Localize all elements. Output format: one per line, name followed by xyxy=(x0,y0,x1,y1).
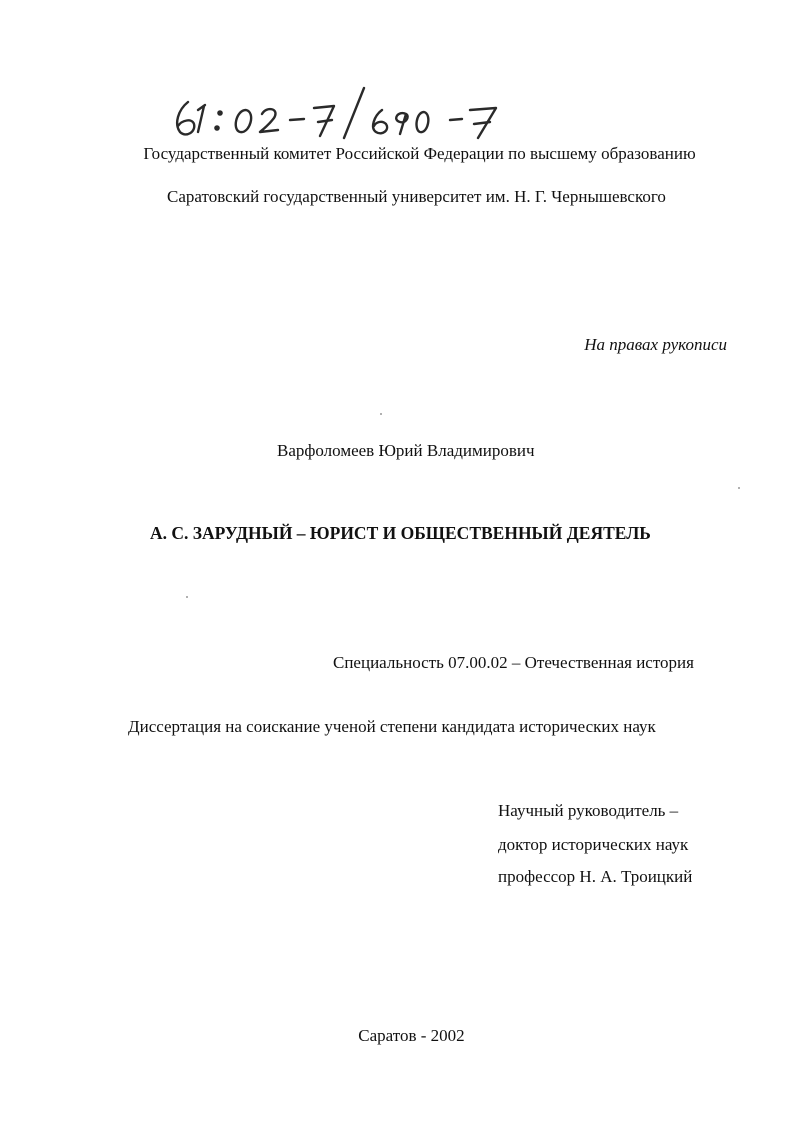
handwritten-catalog-number xyxy=(168,80,548,140)
supervisor-name: профессор Н. А. Троицкий xyxy=(498,867,693,886)
scan-speck xyxy=(738,487,740,489)
scan-speck xyxy=(186,596,188,598)
specialty-line: Специальность 07.00.02 – Отечественная история xyxy=(333,653,694,672)
rights-note: На правах рукописи xyxy=(584,335,727,354)
city-year: Саратов - 2002 xyxy=(358,1026,465,1045)
scan-speck xyxy=(380,413,382,415)
dissertation-title: А. С. ЗАРУДНЫЙ – ЮРИСТ И ОБЩЕСТВЕННЫЙ ДЕЯТЕЛЬ xyxy=(150,523,651,543)
supervisor-role: Научный руководитель – xyxy=(498,801,679,820)
organization-line-2: Саратовский государственный университет им. Н. Г. Чернышевского xyxy=(167,187,666,206)
supervisor-degree: доктор исторических наук xyxy=(498,835,689,854)
author-name: Варфоломеев Юрий Владимирович xyxy=(277,441,535,460)
dissertation-degree-line: Диссертация на соискание ученой степени кандидата исторических наук xyxy=(128,717,656,736)
organization-line-1: Государственный комитет Российской Федерации по высшему образованию xyxy=(143,144,696,163)
